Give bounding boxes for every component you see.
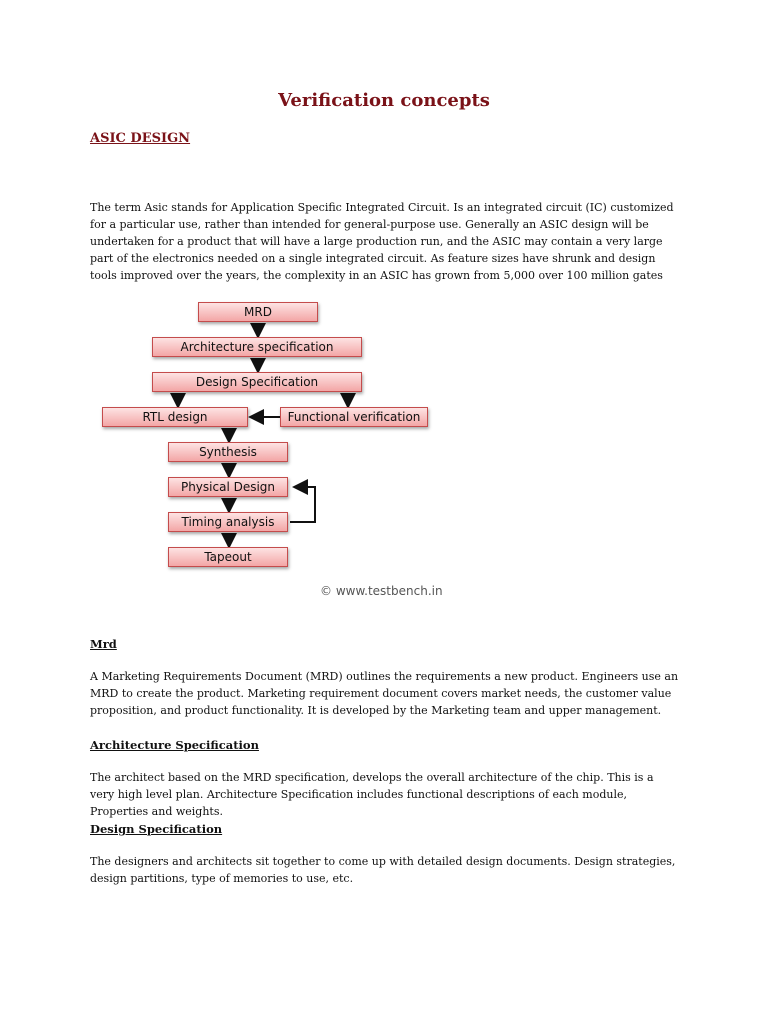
design-spec-heading: Design Specification: [90, 822, 223, 836]
flow-box-tapeout: Tapeout: [168, 547, 288, 567]
copyright-watermark: © www.testbench.in: [320, 584, 443, 598]
mrd-paragraph: A Marketing Requirements Document (MRD) outlines the requirements a new product. Engineers use an MRD to create the product. Marketing requirement document covers market needs, the customer value proposition, and product functionality. It is developed by the Marketing team and upper management.: [90, 670, 679, 717]
mrd-heading: Mrd: [90, 637, 117, 651]
flow-box-functional-verification: Functional verification: [280, 407, 428, 427]
flow-box-design-spec: Design Specification: [152, 372, 362, 392]
flow-box-architecture: Architecture specification: [152, 337, 362, 357]
flow-box-physical-design: Physical Design: [168, 477, 288, 497]
architecture-spec-paragraph: The architect based on the MRD specification, develops the overall architecture of the chip. This is a very high level plan. Architecture Specification includes functional descriptions of each module, Properties and weights.: [90, 771, 654, 818]
flow-box-rtl-design: RTL design: [102, 407, 248, 427]
flow-box-timing-analysis: Timing analysis: [168, 512, 288, 532]
asic-design-heading: ASIC DESIGN: [90, 131, 191, 146]
arrow-timing-physical-loop: [290, 487, 315, 522]
design-spec-paragraph: The designers and architects sit together to come up with detailed design documents. Design strategies, design partitions, type of memories to use, etc.: [90, 855, 676, 885]
architecture-spec-heading: Architecture Specification: [90, 738, 259, 752]
flow-box-mrd: MRD: [198, 302, 318, 322]
asic-intro-paragraph: The term Asic stands for Application Specific Integrated Circuit. Is an integrated circuit (IC) customized for a particular use, rather than intended for general-purpose use. Generally an ASIC design will be undertaken for a product that will have a large production run, and the ASIC may contain a very large part of the electronics needed on a single integrated circuit. As feature sizes have shrunk and design tools improved over the years, the complexity in an ASIC has grown from 5,000 over 100 million gates: [90, 201, 674, 282]
page-title: Verification concepts: [278, 90, 490, 111]
flow-box-synthesis: Synthesis: [168, 442, 288, 462]
